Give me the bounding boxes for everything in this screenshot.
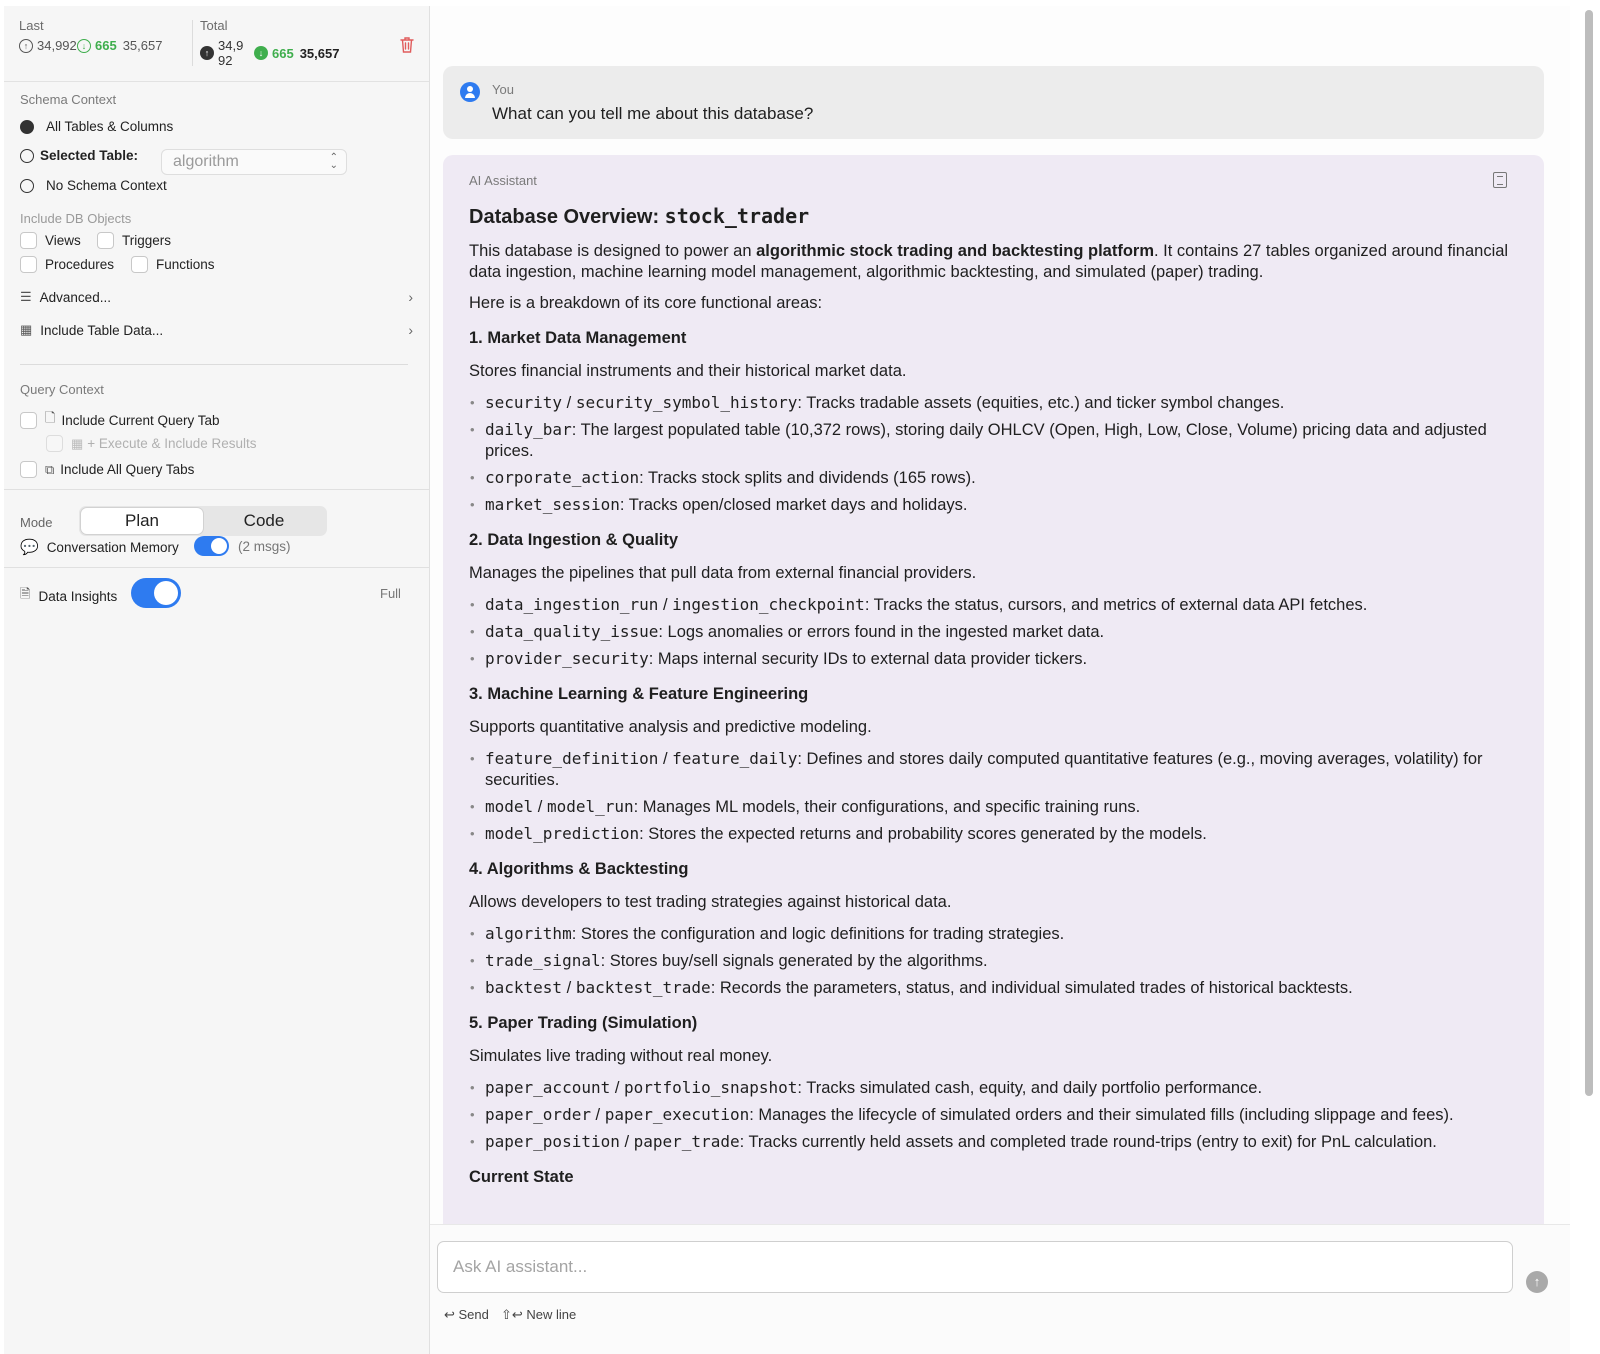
section-desc: Supports quantitative analysis and predictive modeling. — [469, 718, 872, 736]
insights-level: Full — [380, 586, 401, 601]
section-list — [469, 923, 1519, 999]
views-label: Views — [45, 233, 81, 248]
list-item: • model_prediction: Stores the expected returns and probability scores generated by the models. — [469, 823, 1519, 845]
divider — [20, 364, 408, 365]
assistant-message-body — [469, 203, 1519, 1200]
checkbox-views[interactable] — [20, 232, 81, 249]
scrollbar[interactable] — [1585, 10, 1593, 1096]
checkbox-functions[interactable] — [131, 256, 215, 273]
section-title: 3. Machine Learning & Feature Engineering — [469, 685, 809, 703]
user-message-text: What can you tell me about this database? — [492, 104, 814, 123]
section-title: 5. Paper Trading (Simulation) — [469, 1014, 698, 1032]
list-item: • paper_order / paper_execution: Manages the lifecycle of simulated orders and their simulated fills (including slippage and fees). — [469, 1104, 1519, 1126]
documents-icon: ⧉ — [45, 461, 55, 477]
breakdown-text: Here is a breakdown of its core functional areas: — [469, 294, 823, 312]
section-title: 4. Algorithms & Backtesting — [469, 860, 689, 878]
radio-indicator[interactable] — [20, 179, 34, 193]
checkbox-triggers[interactable] — [97, 232, 171, 249]
updown-chevron-icon: ⌃ ⌄ — [329, 152, 338, 171]
user-name: You — [492, 82, 514, 97]
total-input-tokens: 34,992 — [218, 38, 244, 68]
sliders-icon: ☰ — [20, 289, 32, 304]
user-avatar-icon — [460, 82, 480, 102]
conversation-memory-row — [20, 538, 179, 556]
section-title: 1. Market Data Management — [469, 329, 687, 347]
list-item: • trade_signal: Stores buy/sell signals generated by the algorithms. — [469, 950, 1519, 972]
no-schema-label: No Schema Context — [46, 178, 167, 193]
section-list — [469, 1077, 1519, 1153]
data-insights-row — [20, 585, 117, 607]
radio-indicator[interactable] — [20, 149, 34, 163]
arrow-down-circle-icon: ↓ — [77, 39, 91, 53]
selected-table-label: Selected Table: — [40, 148, 139, 163]
section-list — [469, 594, 1519, 670]
schema-context-label: Schema Context — [20, 92, 117, 107]
include-table-data-row[interactable] — [20, 322, 163, 338]
advanced-label: Advanced... — [39, 289, 111, 305]
execute-label: + Execute & Include Results — [87, 436, 257, 451]
list-item: • data_quality_issue: Logs anomalies or errors found in the ingested market data. — [469, 621, 1519, 643]
send-hint: ↩ Send — [444, 1307, 489, 1322]
section-list — [469, 748, 1519, 845]
memory-label: Conversation Memory — [46, 539, 179, 555]
include-table-data-label: Include Table Data... — [40, 322, 164, 338]
total-output-tokens: 665 — [272, 45, 294, 61]
list-item: • corporate_action: Tracks stock splits and dividends (165 rows). — [469, 467, 1519, 489]
toggle-knob — [154, 581, 178, 605]
list-item: • provider_security: Maps internal security IDs to external data provider tickers. — [469, 648, 1519, 670]
arrow-up-filled-icon: ↑ — [200, 46, 214, 60]
intro-paragraph: This database is designed to power an algorithmic stock trading and backtesting platform. It contains 27 tables organized around financial data ingestion, machine learning model management, algorithmic backtesting, and simulated (paper) trading. — [469, 242, 1509, 281]
checkbox[interactable] — [20, 232, 37, 249]
total-total-tokens: 35,657 — [299, 45, 340, 61]
assistant-message — [443, 155, 1544, 1235]
user-message — [443, 66, 1544, 139]
radio-selected-table[interactable] — [20, 148, 138, 163]
document-chart-icon: 🗎 — [20, 586, 31, 601]
chevron-right-icon[interactable]: › — [408, 322, 413, 338]
insights-toggle[interactable] — [131, 578, 181, 608]
copy-icon[interactable] — [1493, 172, 1507, 188]
insights-label: Data Insights — [38, 588, 118, 604]
memory-toggle[interactable] — [194, 536, 229, 556]
mode-segmented-control[interactable] — [79, 506, 327, 536]
list-item: • backtest / backtest_trade: Records the parameters, status, and individual simulated trades of historical backtests. — [469, 977, 1519, 999]
arrow-down-filled-icon: ↓ — [254, 46, 268, 60]
chat-input[interactable] — [437, 1241, 1513, 1293]
functions-label: Functions — [156, 257, 215, 272]
section-desc: Allows developers to test trading strategies against historical data. — [469, 893, 952, 911]
table-icon: ▦ — [20, 322, 33, 337]
list-item: • market_session: Tracks open/closed market days and holidays. — [469, 494, 1519, 516]
total-label: Total — [200, 18, 228, 33]
triggers-label: Triggers — [122, 233, 172, 248]
last-output-tokens: 665 — [95, 38, 117, 53]
section-title: Current State — [469, 1168, 574, 1186]
mode-label: Mode — [20, 515, 53, 530]
radio-no-schema[interactable] — [20, 178, 167, 193]
total-usage-row — [200, 38, 339, 68]
all-tables-label: All Tables & Columns — [46, 119, 174, 134]
section-desc: Stores financial instruments and their historical market data. — [469, 362, 907, 380]
last-label: Last — [19, 18, 44, 33]
list-item: • paper_account / portfolio_snapshot: Tracks simulated cash, equity, and daily portfolio performance. — [469, 1077, 1519, 1099]
chat-bubbles-icon: 💬 — [20, 539, 39, 556]
composer — [430, 1224, 1570, 1354]
checkbox-current-query-tab[interactable] — [20, 409, 220, 431]
checkbox-execute-results[interactable] — [46, 435, 257, 452]
checkbox-procedures[interactable] — [20, 256, 114, 273]
checkbox[interactable] — [20, 461, 37, 478]
list-item: • data_ingestion_run / ingestion_checkpoint: Tracks the status, cursors, and metrics of external data API fetches. — [469, 594, 1519, 616]
list-item: • paper_position / paper_trade: Tracks currently held assets and completed trade round-trips (entry to exit) for PnL calculation. — [469, 1131, 1519, 1153]
table-select[interactable] — [161, 149, 347, 175]
divider — [4, 567, 430, 568]
mode-code-button[interactable]: Code — [243, 511, 285, 530]
table-icon: ▦ — [71, 435, 84, 451]
list-item: • algorithm: Stores the configuration and logic definitions for trading strategies. — [469, 923, 1519, 945]
section-list — [469, 392, 1519, 516]
list-item: • model / model_run: Manages ML models, their configurations, and specific training runs. — [469, 796, 1519, 818]
checkbox-all-query-tabs[interactable] — [20, 461, 194, 478]
chat-panel — [430, 6, 1570, 1354]
assistant-name: AI Assistant — [469, 173, 537, 188]
overview-title: Database Overview: stock_trader — [469, 204, 810, 228]
memory-count: (2 msgs) — [238, 539, 291, 554]
all-tabs-label: Include All Query Tabs — [60, 462, 195, 477]
checkbox[interactable] — [20, 256, 37, 273]
newline-hint: ⇧↩ New line — [501, 1307, 577, 1322]
section-desc: Manages the pipelines that pull data from external financial providers. — [469, 564, 977, 582]
checkbox[interactable] — [97, 232, 114, 249]
list-item: • feature_definition / feature_daily: Defines and stores daily computed quantitative features (e.g., moving averages, volatility) for securities. — [469, 748, 1519, 791]
divider — [192, 20, 193, 66]
current-tab-label: Include Current Query Tab — [61, 412, 220, 428]
list-item: • daily_bar: The largest populated table (10,372 rows), storing daily OHLCV (Open, High, Low, Close, Volume) pricing data and adjusted prices. — [469, 419, 1519, 462]
send-button[interactable]: ↑ — [1526, 1271, 1548, 1293]
toggle-knob — [211, 538, 227, 554]
document-icon: 🗋 — [45, 410, 56, 425]
radio-all-tables[interactable] — [20, 119, 173, 134]
trash-icon[interactable] — [399, 36, 415, 54]
procedures-label: Procedures — [45, 257, 115, 272]
checkbox[interactable] — [20, 412, 37, 429]
last-input-tokens: 34,992 — [37, 38, 77, 53]
query-context-label: Query Context — [20, 382, 104, 397]
section-title: 2. Data Ingestion & Quality — [469, 531, 679, 549]
divider — [4, 489, 430, 490]
arrow-up-circle-icon: ↑ — [19, 39, 33, 53]
advanced-row[interactable] — [20, 289, 408, 305]
checkbox[interactable] — [131, 256, 148, 273]
last-usage-row — [19, 38, 162, 53]
table-select-value: algorithm — [173, 153, 239, 170]
settings-sidebar — [4, 6, 430, 1354]
checkbox[interactable] — [46, 435, 63, 452]
last-total-tokens: 35,657 — [122, 38, 163, 53]
token-usage — [4, 6, 429, 82]
radio-selected-indicator[interactable] — [20, 120, 34, 134]
list-item: • security / security_symbol_history: Tracks tradable assets (equities, etc.) and ticker symbol changes. — [469, 392, 1519, 414]
chevron-right-icon[interactable]: › — [408, 289, 413, 305]
section-desc: Simulates live trading without real money. — [469, 1047, 773, 1065]
mode-plan-button[interactable]: Plan — [81, 508, 203, 534]
db-objects-label: Include DB Objects — [20, 211, 132, 226]
